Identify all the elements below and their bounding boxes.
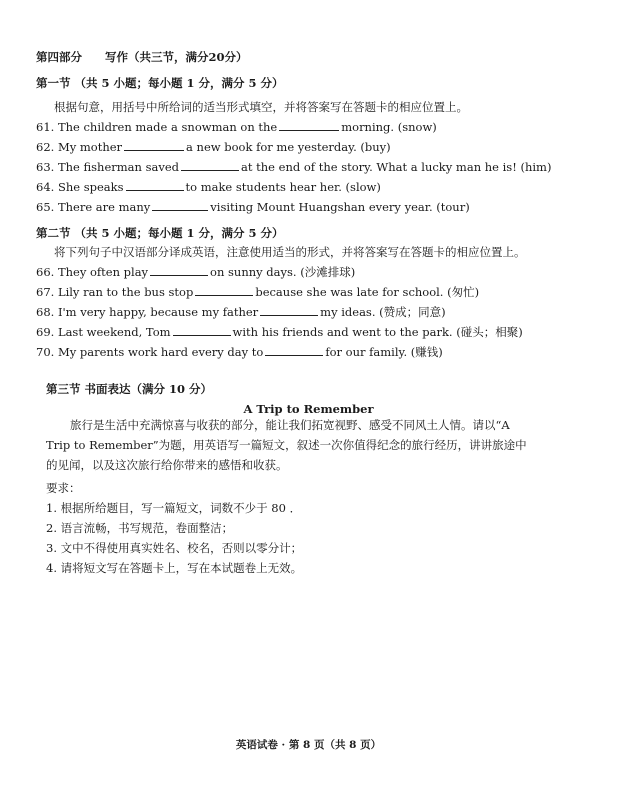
answer-blank[interactable] bbox=[173, 325, 231, 336]
part4-header: 第四部分 写作（共三节，满分20分） bbox=[36, 50, 248, 64]
essay-prompt: 旅行是生活中充满惊喜与收获的部分，能让我们拓宽视野、感受不同风土人情。请以“A Trip to Remember”为题，用英语写一篇短文，叙述一次你值得纪念的旅行经历，讲讲旅途中的见闻，以及这次旅行给你带来的感悟和收获。 bbox=[46, 418, 527, 472]
requirement-2: 2. 语言流畅，书写规范，卷面整洁； bbox=[46, 521, 234, 535]
section2-title: 第二节 （共 5 小题；每小题 1 分，满分 5 分） bbox=[36, 226, 284, 240]
requirement-1: 1. 根据所给题目，写一篇短文，词数不少于 80 ． bbox=[46, 501, 302, 515]
answer-blank[interactable] bbox=[152, 200, 208, 211]
section1-instruction: 根据句意，用括号中所给词的适当形式填空，并将答案写在答题卡的相应位置上。 bbox=[54, 100, 468, 114]
answer-blank[interactable] bbox=[124, 140, 184, 151]
answer-blank[interactable] bbox=[126, 180, 184, 191]
question-64: 64. She speaks to make students hear her. (slow) bbox=[36, 180, 381, 194]
requirements-label: 要求： bbox=[46, 481, 81, 495]
requirement-4: 4. 请将短文写在答题卡上，写在本试题卷上无效。 bbox=[46, 561, 303, 575]
page-footer: 英语试卷 · 第 8 页（共 8 页） bbox=[235, 739, 382, 751]
question-69: 69. Last weekend, Tom with his friends and went to the park. (碰头；相聚) bbox=[36, 325, 523, 339]
requirement-3: 3. 文中不得使用真实姓名、校名，否则以零分计； bbox=[46, 541, 303, 555]
section1-title: 第一节 （共 5 小题；每小题 1 分，满分 5 分） bbox=[36, 76, 284, 90]
answer-blank[interactable] bbox=[279, 120, 339, 131]
question-67: 67. Lily ran to the bus stop because she was late for school. (匆忙) bbox=[36, 285, 480, 299]
essay-title: A Trip to Remember bbox=[243, 402, 374, 416]
answer-blank[interactable] bbox=[195, 285, 253, 296]
answer-blank[interactable] bbox=[181, 160, 239, 171]
question-62: 62. My mother a new book for me yesterday. (buy) bbox=[36, 140, 391, 154]
question-70: 70. My parents work hard every day to for our family. (赚钱) bbox=[36, 345, 443, 359]
question-65: 65. There are many visiting Mount Huangshan every year. (tour) bbox=[36, 200, 470, 214]
answer-blank[interactable] bbox=[260, 305, 318, 316]
question-61: 61. The children made a snowman on the morning. (snow) bbox=[36, 120, 437, 134]
section3-title: 第三节 书面表达（满分 10 分） bbox=[46, 382, 213, 396]
section2-instruction: 将下列句子中汉语部分译成英语，注意使用适当的形式，并将答案写在答题卡的相应位置上。 bbox=[54, 245, 526, 259]
question-66: 66. They often play on sunny days. (沙滩排球) bbox=[36, 265, 356, 279]
question-68: 68. I'm very happy, because my father my ideas. (赞成；同意) bbox=[36, 305, 446, 319]
answer-blank[interactable] bbox=[265, 345, 323, 356]
answer-blank[interactable] bbox=[150, 265, 208, 276]
question-63: 63. The fisherman saved at the end of the story. What a lucky man he is! (him) bbox=[36, 160, 552, 174]
